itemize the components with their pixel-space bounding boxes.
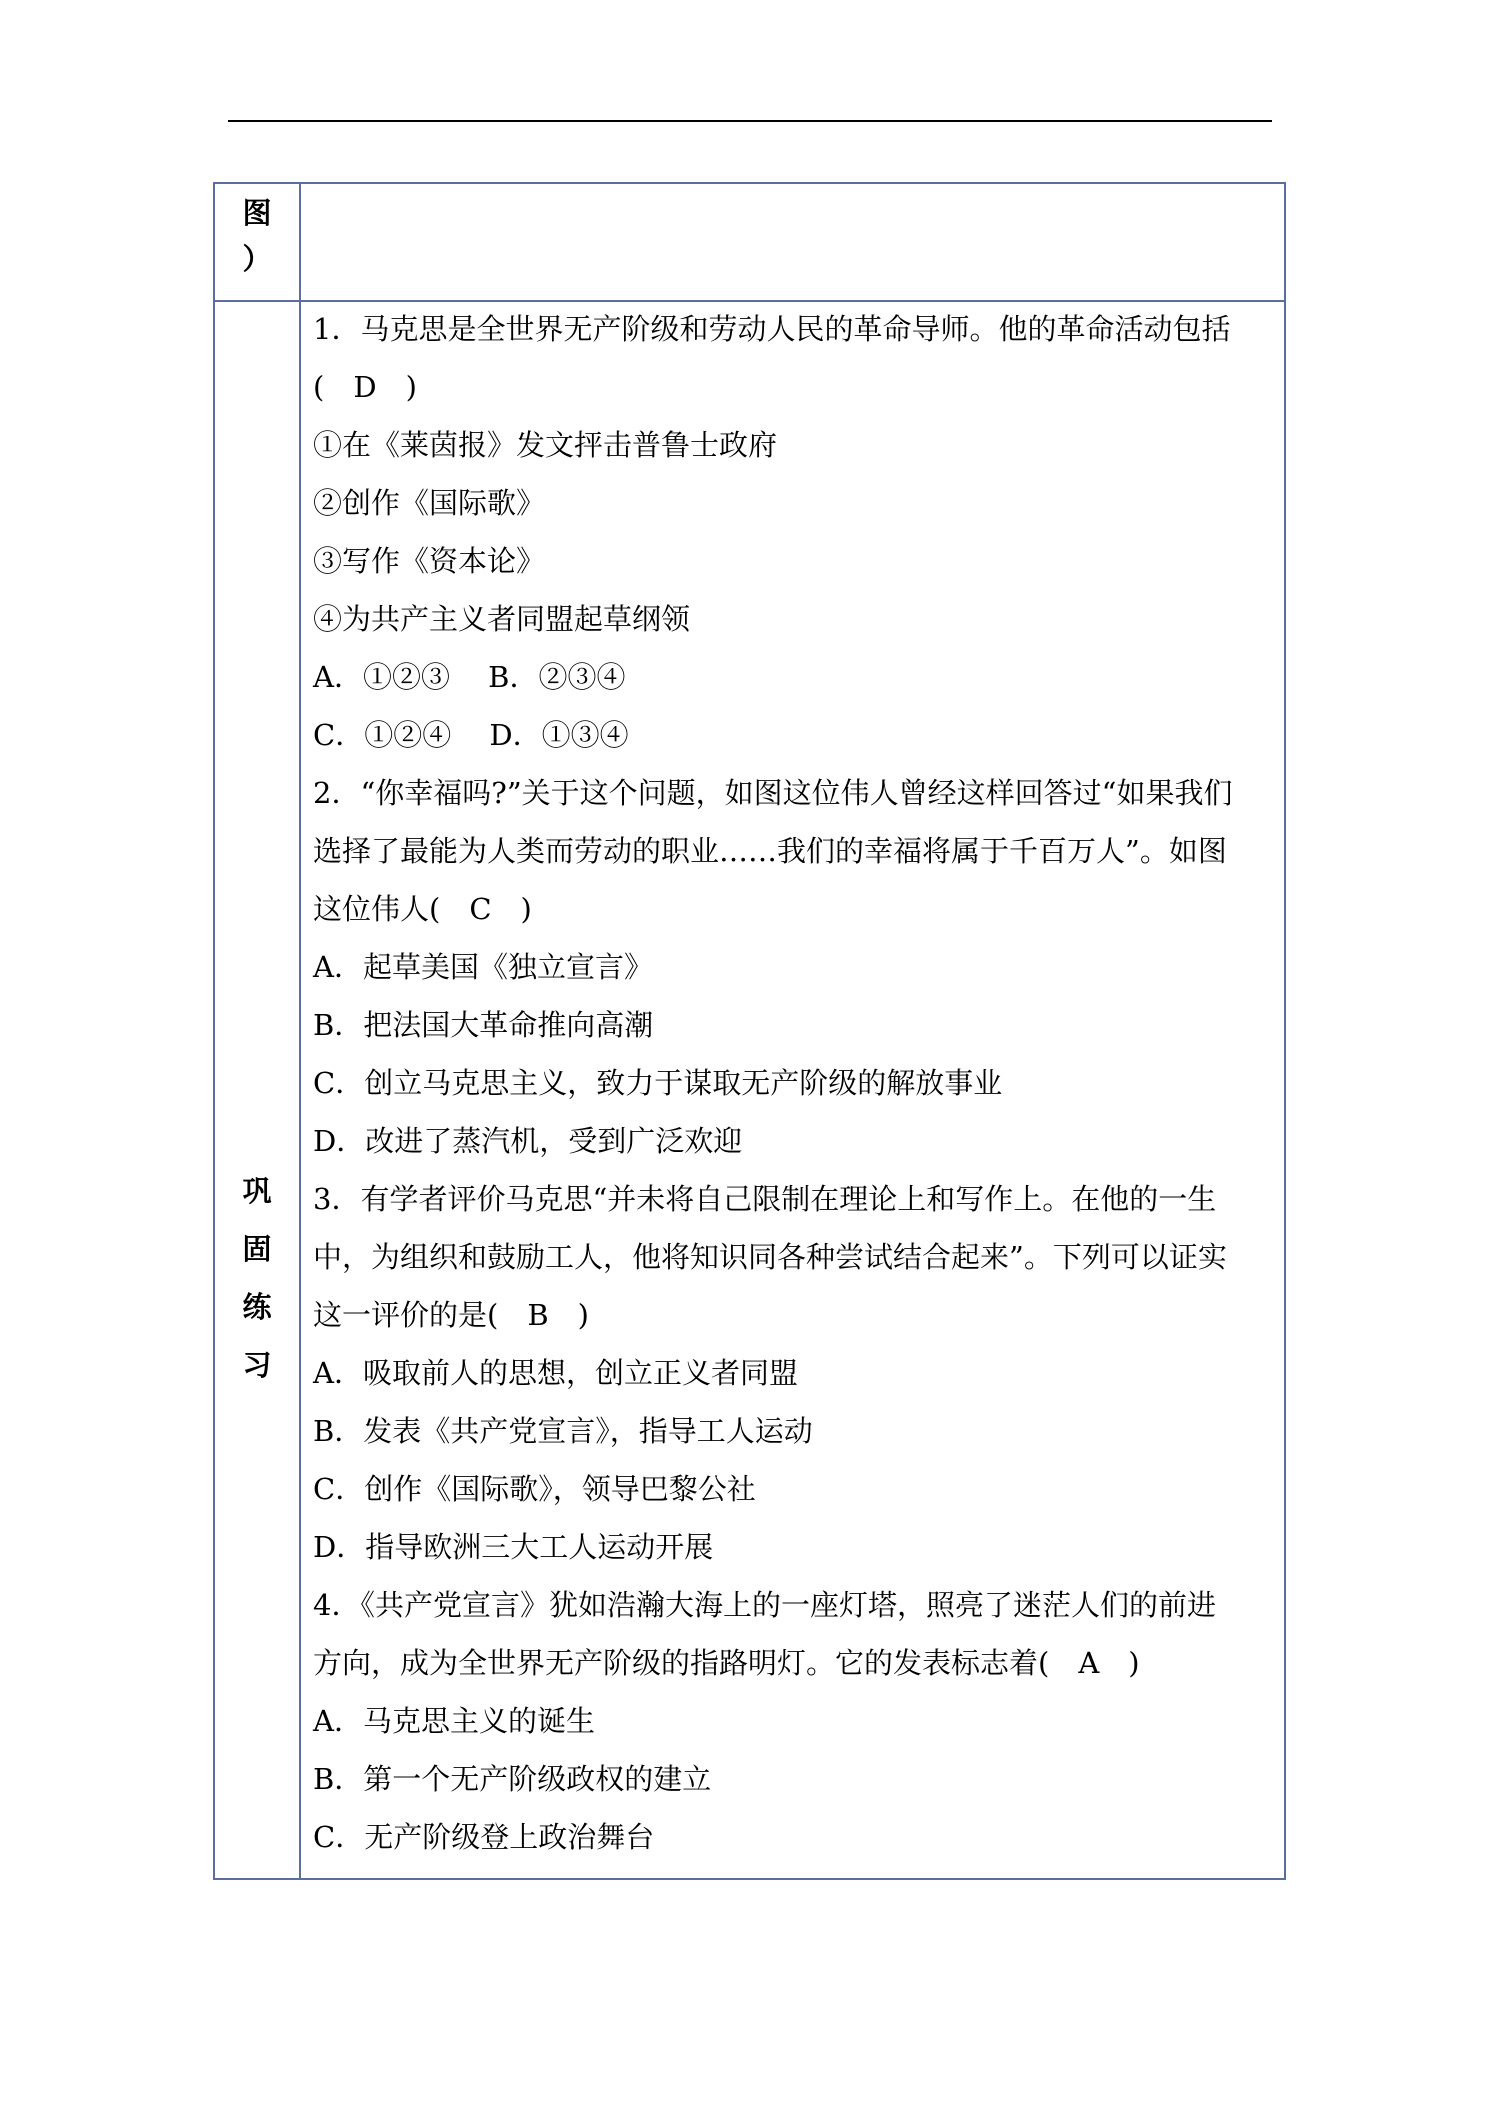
choice-line: A．起草美国《独立宣言》 [313,950,653,984]
top-left-label-char: ） [242,242,272,276]
choice-line: C．无产阶级登上政治舞台 [313,1820,655,1854]
option-line: ④为共产主义者同盟起草纲领 [313,602,691,636]
choice-line: C．创立马克思主义，致力于谋取无产阶级的解放事业 [313,1066,1003,1100]
question-line: 这位伟人( C ) [313,892,532,926]
question-line: 中，为组织和鼓励工人，他将知识同各种尝试结合起来”。下列可以证实 [313,1240,1227,1274]
question-line: 4．《共产党宣言》犹如浩瀚大海上的一座灯塔，照亮了迷茫人们的前进 [313,1588,1216,1622]
top-left-label [215,184,299,300]
choice-line: A．吸取前人的思想，创立正义者同盟 [313,1356,798,1390]
section-label-char: 练 [242,1290,272,1324]
choice-line: D．指导欧洲三大工人运动开展 [313,1530,714,1564]
option-line: ③写作《资本论》 [313,544,546,578]
column-divider [299,184,301,1878]
header-rule [228,120,1272,122]
question-line: 方向，成为全世界无产阶级的指路明灯。它的发表标志着( A ) [313,1646,1140,1680]
choice-line: C．创作《国际歌》，领导巴黎公社 [313,1472,756,1506]
section-label-consolidation-practice [215,1162,299,1394]
section-label-char: 巩 [242,1174,272,1208]
question-line: 2．“你幸福吗?”关于这个问题，如图这位伟人曾经这样回答过“如果我们 [313,776,1233,810]
choice-line: B．发表《共产党宣言》，指导工人运动 [313,1414,813,1448]
exercise-table [213,182,1286,1880]
option-line: ①在《莱茵报》发文抨击普鲁士政府 [313,428,778,462]
choice-line: A．马克思主义的诞生 [313,1704,595,1738]
question-line: 3．有学者评价马克思“并未将自己限制在理论上和写作上。在他的一生 [313,1182,1217,1216]
choice-line: D．改进了蒸汽机，受到广泛欢迎 [313,1124,743,1158]
choice-line: C．①②④ D．①③④ [313,718,629,752]
question-line: 1．马克思是全世界无产阶级和劳动人民的革命导师。他的革命活动包括 [313,312,1231,346]
choice-line: B．把法国大革命推向高潮 [313,1008,654,1042]
question-line: 选择了最能为人类而劳动的职业……我们的幸福将属于千百万人”。如图 [313,834,1227,868]
answer-line: ( D ) [313,370,417,404]
section-label-char: 习 [242,1348,272,1382]
choice-line: A．①②③ B．②③④ [313,660,626,694]
section-label-char: 固 [242,1232,272,1266]
top-left-label-char: 图 [242,196,272,230]
question-line: 这一评价的是( B ) [313,1298,589,1332]
option-line: ②创作《国际歌》 [313,486,546,520]
choice-line: B．第一个无产阶级政权的建立 [313,1762,712,1796]
